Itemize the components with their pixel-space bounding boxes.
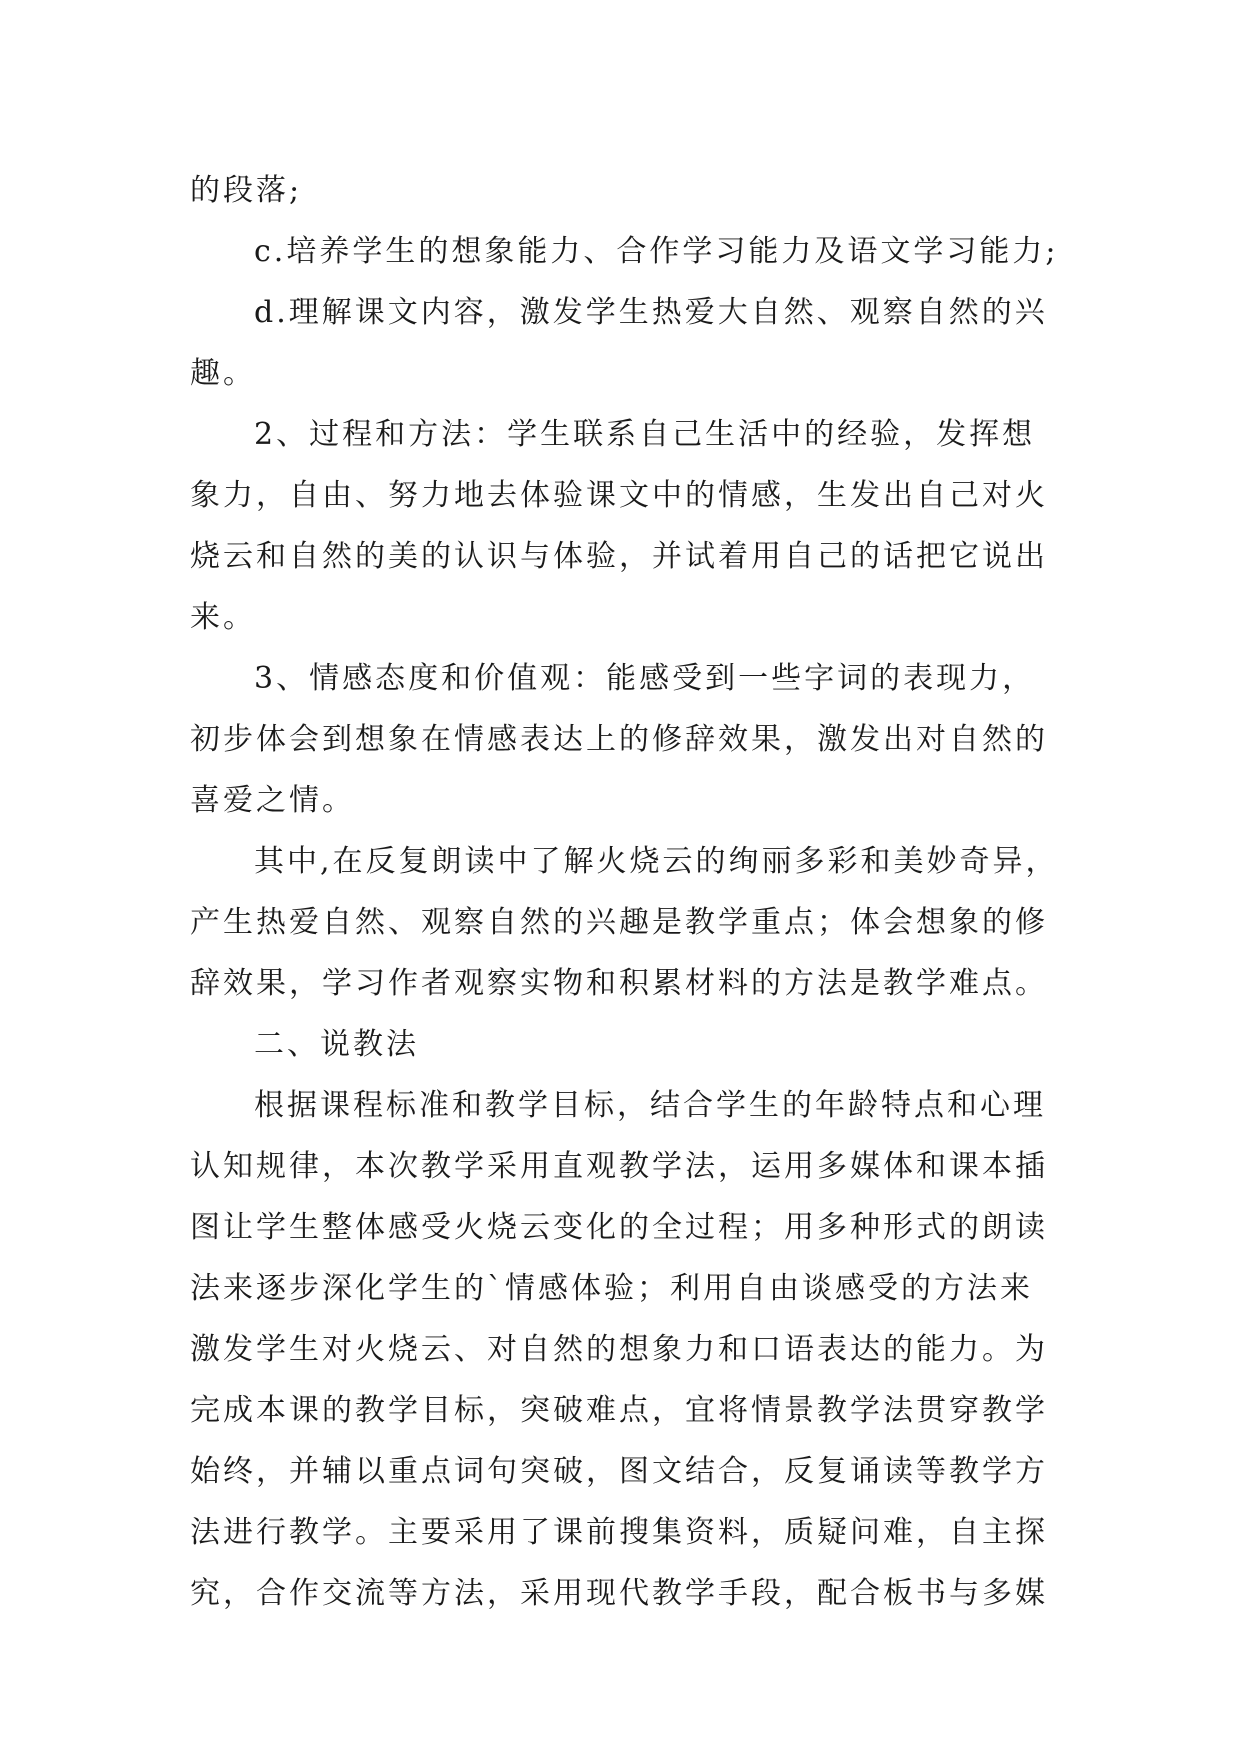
text-line: 完成本课的教学目标，突破难点，宜将情景教学法贯穿教学 bbox=[190, 1393, 1048, 1428]
text-line: c.培养学生的想象能力、合作学习能力及语文学习能力; bbox=[254, 234, 1059, 269]
document-body bbox=[190, 160, 1059, 1624]
text-line: 喜爱之情。 bbox=[190, 783, 355, 818]
text-line: 认知规律，本次教学采用直观教学法，运用多媒体和课本插 bbox=[190, 1149, 1048, 1184]
text-line: 象力，自由、努力地去体验课文中的情感，生发出自己对火 bbox=[190, 478, 1048, 513]
text-line: 的段落; bbox=[190, 173, 303, 208]
text-line: 始终，并辅以重点词句突破，图文结合，反复诵读等教学方 bbox=[190, 1454, 1048, 1489]
text-line: 其中,在反复朗读中了解火烧云的绚丽多彩和美妙奇异， bbox=[254, 844, 1059, 879]
text-line: 2、过程和方法：学生联系自己生活中的经验，发挥想 bbox=[254, 417, 1036, 452]
text-line: 法来逐步深化学生的`情感体验；利用自由谈感受的方法来 bbox=[190, 1271, 1033, 1306]
text-line: 烧云和自然的美的认识与体验，并试着用自己的话把它说出 bbox=[190, 539, 1048, 574]
text-line: 究，合作交流等方法，采用现代教学手段，配合板书与多媒 bbox=[190, 1576, 1048, 1611]
text-line: 图让学生整体感受火烧云变化的全过程；用多种形式的朗读 bbox=[190, 1210, 1048, 1245]
text-line: 法进行教学。主要采用了课前搜集资料，质疑问难，自主探 bbox=[190, 1515, 1048, 1550]
text-line: 辞效果，学习作者观察实物和积累材料的方法是教学难点。 bbox=[190, 966, 1048, 1001]
text-line: 趣。 bbox=[190, 356, 256, 391]
text-line: 产生热爱自然、观察自然的兴趣是教学重点；体会想象的修 bbox=[190, 905, 1048, 940]
text-line: 来。 bbox=[190, 600, 256, 635]
text-line: d.理解课文内容，激发学生热爱大自然、观察自然的兴 bbox=[254, 295, 1048, 330]
section-heading: 二、说教法 bbox=[254, 1027, 419, 1062]
text-line: 3、情感态度和价值观：能感受到一些字词的表现力， bbox=[254, 661, 1036, 696]
text-line: 根据课程标准和教学目标，结合学生的年龄特点和心理 bbox=[254, 1088, 1046, 1123]
text-line: 激发学生对火烧云、对自然的想象力和口语表达的能力。为 bbox=[190, 1332, 1048, 1367]
text-line: 初步体会到想象在情感表达上的修辞效果，激发出对自然的 bbox=[190, 722, 1048, 757]
